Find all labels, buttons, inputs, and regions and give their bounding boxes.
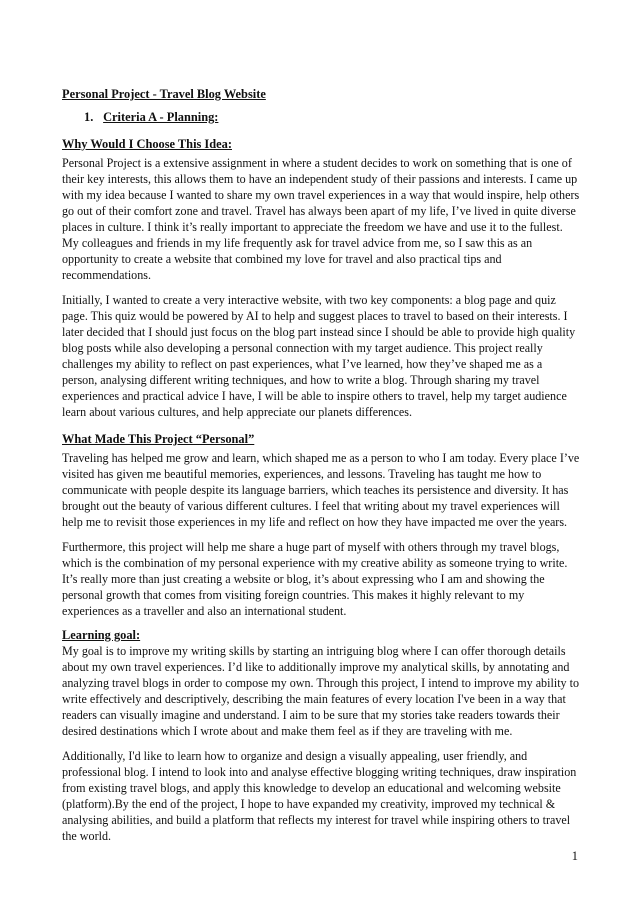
page-content [62,86,580,853]
paragraph: My goal is to improve my writing skills by starting an intriguing blog where I can offer thorough details about my own travel experiences. I’d like to additionally improve my analytical skills, by annotating and analyzing travel blogs in order to compose my own. Through this project, I intend to improve my ability to write effectively and descriptively, describing the main features of every location I've been in a way that readers can visually imagine and understand. I aim to be sure that my stories take readers towards their desired destinations which I wrote about and make them feel as if they are traveling with me. [62,644,580,738]
criteria-label: Criteria A - Planning: [103,110,219,124]
paragraph: Personal Project is a extensive assignment in where a student decides to work on something that is one of their key interests, this allows them to have an independent study of their passions and interests. I came up with my idea because I wanted to share my own travel experiences in a way that would inspire, help others go out of their comfort zone and travel. Travel has always been apart of my life, I’ve lived in quite diverse places in culture. I think it’s really important to appreciate the freedom we have and use it to the fullest. My colleagues and friends in my life frequently ask for travel advice from me, so I saw this as an opportunity to create a website that combined my love for travel and also practical tips and recommendations. [62,156,580,282]
paragraph: Furthermore, this project will help me share a huge part of myself with others through my travel blogs, which is the combination of my personal experience with my creative ability as someone trying to write. It’s really more than just creating a website or blog, it’s about expressing who I am and showing the personal growth that comes from visiting foreign countries. This makes it highly relevant to my experiences as a traveller and also an international student. [62,540,568,618]
criteria-heading [62,110,580,125]
section-heading: Learning goal: [62,628,141,642]
document-title: Personal Project - Travel Blog Website [62,87,266,101]
paragraph: Initially, I wanted to create a very interactive website, with two key components: a blog page and quiz page. This quiz would be powered by AI to help and suggest places to travel to based on their interests. I later decided that I should just focus on the blog part instead since I should be able to provide high quality blog posts while also developing a personal connection with my target audience. This project really challenges my ability to reflect on past experiences, what I’ve learned, how they’ve shaped me as a person, analysing different writing techniques, and how to write a blog. Through sharing my travel experiences and practical advice I have, I will be able to inspire others to travel, help my target audience learn about various cultures, and help appreciate our planets differences. [62,293,576,419]
section-heading: Why Would I Choose This Idea: [62,137,232,151]
section-heading: What Made This Project “Personal” [62,432,255,446]
paragraph: Additionally, I'd like to learn how to organize and design a visually appealing, user friendly, and professional blog. I intend to look into and analyse effective blogging writing techniques, draw inspiration from existing travel blogs, and apply this knowledge to develop an educational and welcoming website (platform).By the end of the project, I hope to have expanded my creativity, improved my technical & analysing abilities, and build a platform that reflects my interest for travel while inspiring others to travel the world. [62,749,577,843]
section-learning-goal [62,628,580,844]
paragraph: Traveling has helped me grow and learn, which shaped me as a person to who I am today. Every place I’ve visited has given me beautiful memories, experiences, and lessons. Traveling has taught me how to communicate with people despite its language barriers, which teaches its persistence and diversity. It has brought out the beauty of various different cultures. I feel that writing about my travel experiences will help me to revisit those experiences in my life and reflect on how they have impacted me over the years. [62,451,580,529]
page-number: 1 [571,849,578,863]
section-personal [62,432,580,619]
section-why-idea [62,137,580,420]
criteria-number: 1. [84,110,94,124]
